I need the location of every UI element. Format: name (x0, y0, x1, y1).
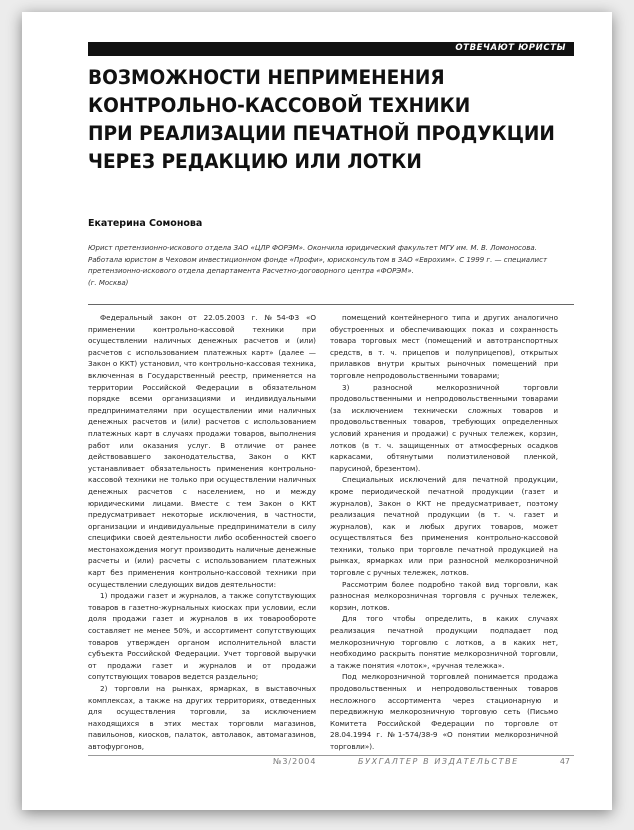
paragraph: Рассмотрим более подробно такой вид торговли, как разносная мелкорозничная торговля с ручных тележек, корзин, лотков. (330, 579, 558, 612)
author-bio (88, 243, 588, 289)
page-number: 47 (559, 757, 570, 766)
text-column-right (330, 312, 558, 753)
paragraph: Специальных исключений для печатной продукции, кроме периодической печатной продукции (газет и журналов), Закон о ККТ не предусматривает, поэтому реализация печатной продукции (в т. ч. газет и журналов), как и любых других товаров, может осуществляться без применения контрольно-кассовой техники, только при торговле печатной продукцией на рынках, ярмарках или при разносной мелкорозничной торговле с ручных тележек, лотков. (330, 475, 558, 578)
separator-line (88, 304, 574, 305)
author-name: Екатерина Сомонова (88, 218, 203, 229)
section-header-bar (88, 42, 574, 56)
section-label: ОТВЕЧАЮТ ЮРИСТЫ (455, 43, 566, 53)
title-line: КОНТРОЛЬНО-КАССОВОЙ ТЕХНИКИ (88, 94, 471, 117)
bio-line: претензионно-искового отдела департамента Расчетно-договорного центра «ФОРЭМ». (88, 267, 414, 275)
paragraph: Федеральный закон от 22.05.2003 г. №54-ФЗ «О применении контрольно-кассовой техники при осуществлении наличных денежных расчетов и (или) расчетов с использованием платежных карт» (далее — Закон о ККТ) установил, что контрольно-кассовая техника, включенная в Государственный реестр, применяется на территории Российской Федерации в обязательном порядке всеми организациями и индивидуальными предпринимателями при осуществлении ими наличных денежных расчетов и (или) расчетов с использованием платежных карт в случаях продажи товаров, выполнения работ или оказания услуг. В отличие от ранее действовавшего законодательства, Закон о ККТ устанавливает обязательность применения контрольно-кассовой техники не только при осуществлении наличных денежных расчетов с населением, но и между юридическими лицами. Вместе с тем Закон о ККТ предусматривает некоторые исключения, в частности, организации и индивидуальные предприниматели в силу специфики своей деятельности либо особенностей своего местонахождения могут производить наличные денежные расчеты и (или) расчеты с использованием платежных карт без применения контрольно-кассовой техники при осуществлении следующих видов деятельности: (88, 313, 316, 589)
title-line: ПРИ РЕАЛИЗАЦИИ ПЕЧАТНОЙ ПРОДУКЦИИ (88, 122, 555, 145)
page-footer (88, 755, 574, 768)
title-line: ВОЗМОЖНОСТИ НЕПРИМЕНЕНИЯ (88, 66, 445, 89)
paragraph: 1) продажи газет и журналов, а также сопутствующих товаров в газетно-журнальных киосках при условии, если доля продажи газет и журналов в их товарообороте составляет не менее 50%, и ассортимент сопутствующих товаров утвержден органом исполнительной власти субъекта Российской Федерации. Учет торговой выручки от продажи газет и журналов и от продажи сопутствующих товаров ведется раздельно; (88, 591, 316, 682)
paragraph: 3) разносной мелкорозничной торговли продовольственными и непродовольственными товарами (за исключением технически сложных товаров и продовольственных товаров, требующих определенных условий хранения и продажи) с ручных тележек, корзин, лотков (в т. ч. защищенных от атмосферных осадков каркасами, обтянутыми полиэтиленовой пленкой, парусиной, брезентом). (330, 382, 558, 473)
paragraph: Для того чтобы определить, в каких случаях реализация печатной продукции подпадает под мелкорозничную торговлю с лотков, а в каких нет, необходимо раскрыть понятие мелкорозничной торговли, а также понятия «лоток», «ручная тележка». (330, 614, 558, 670)
bio-line: Юрист претензионно-искового отдела ЗАО «ЦЛР ФОРЭМ». Окончила юридический факультет МГУ им. М. В. Ломоносова. (88, 244, 537, 252)
magazine-page (22, 12, 612, 810)
magazine-name: БУХГАЛТЕР В ИЗДАТЕЛЬСТВЕ (358, 757, 519, 766)
bio-line: Работала юристом в Чеховом инвестиционном фонде «Профи», юрисконсультом в ЗАО «Еврохим». С 1999 г. — специалист (88, 255, 548, 264)
title-line: ЧЕРЕЗ РЕДАКЦИЮ ИЛИ ЛОТКИ (88, 150, 422, 173)
issue-number: №3/2004 (273, 757, 317, 766)
paragraph: помещений контейнерного типа и других аналогично обустроенных и обеспечивающих показ и сохранность товара торговых мест (помещений и автотранспортных средств, в т. ч. прицепов и полуприцепов), открытых прилавков внутри крытых рыночных помещений при торговле непродовольственными товарами; (330, 313, 558, 380)
paragraph: 2) торговли на рынках, ярмарках, в выставочных комплексах, а также на других территориях, отведенных для осуществления торговли, за исключением находящихся в этих местах торговли магазинов, павильонов, киосков, палаток, автолавок, автомагазинов, автофургонов, (88, 684, 316, 751)
text-column-left (88, 312, 316, 753)
article-title (88, 64, 588, 176)
bio-line: (г. Москва) (88, 278, 129, 287)
paragraph: Под мелкорозничной торговлей понимается продажа продовольственных и непродовольственных товаров несложного ассортимента через стационарную и передвижную мелкорозничную торговую сеть (Письмо Комитета Российской Федерации по торговле от 28.04.1994 г. №1-574/38-9 «О понятии мелкорозничной торговли»). (330, 672, 558, 751)
